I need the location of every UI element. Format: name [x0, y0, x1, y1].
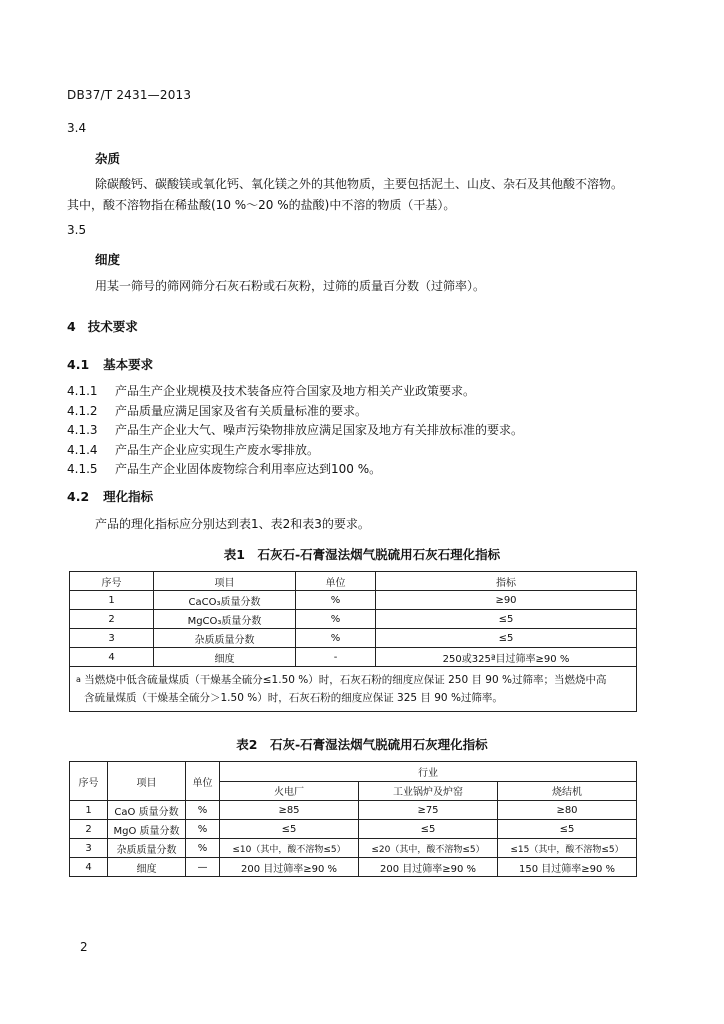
cell: ≥75 — [359, 801, 498, 820]
cell: ≤10（其中，酸不溶物≤5） — [220, 839, 359, 858]
cell: ≥90 — [376, 591, 637, 610]
cell: 250或325ª目过筛率≥90 % — [376, 648, 637, 667]
table-row — [70, 610, 637, 629]
document-code: DB37/T 2431—2013 — [67, 88, 192, 102]
header-industrial-boiler: 工业锅炉及炉窑 — [359, 781, 498, 801]
cell: ≤5 — [376, 610, 637, 629]
requirement-number: 4.1.2 — [67, 403, 98, 418]
table-footnote-row — [70, 667, 637, 712]
cell: % — [296, 629, 376, 648]
table-row — [70, 629, 637, 648]
section-heading-4 — [67, 317, 138, 335]
header-item: 项目 — [154, 572, 296, 591]
requirement-item — [67, 382, 523, 402]
table-row — [70, 801, 637, 820]
table1 — [69, 571, 637, 712]
requirement-text: 产品生产企业大气、噪声污染物排放应满足国家及地方有关排放标准的要求。 — [115, 423, 524, 437]
cell: ≤15（其中，酸不溶物≤5） — [498, 839, 637, 858]
requirement-number: 4.1.3 — [67, 423, 98, 437]
cell: 4 — [70, 858, 108, 877]
definition-fineness — [67, 276, 485, 297]
table-row — [70, 591, 637, 610]
requirement-item — [67, 402, 523, 422]
cell: MgO 质量分数 — [108, 820, 186, 839]
cell: 杂质质量分数 — [108, 839, 186, 858]
requirement-number: 4.1.1 — [67, 384, 98, 398]
cell: 细度 — [154, 648, 296, 667]
header-item: 项目 — [108, 762, 186, 801]
section-number: 4.1 — [67, 357, 90, 372]
cell: CaO 质量分数 — [108, 801, 186, 820]
requirement-number: 4.1.5 — [67, 462, 98, 476]
term-fineness: 细度 — [95, 252, 121, 267]
cell: 200 目过筛率≥90 % — [220, 858, 359, 877]
definition-line: 用某一筛号的筛网筛分石灰石粉或石灰粉，过筛的质量百分数（过筛率）。 — [95, 279, 486, 293]
term-impurity: 杂质 — [95, 151, 121, 166]
requirement-list — [67, 382, 523, 480]
cell: 细度 — [108, 858, 186, 877]
table-header-row — [70, 762, 637, 782]
header-indicator: 指标 — [376, 572, 637, 591]
cell: 3 — [70, 629, 154, 648]
cell: ≤5 — [220, 820, 359, 839]
requirement-text: 产品质量应满足国家及省有关质量标准的要求。 — [115, 403, 368, 418]
section-heading-4-2 — [67, 487, 153, 505]
table-row — [70, 839, 637, 858]
table1-caption: 表1 石灰石-石膏湿法烟气脱硫用石灰石理化指标 — [223, 547, 501, 562]
footnote-line: 含硫量煤质（干燥基全硫分＞1.50 %）时，石灰石粉的细度应保证 325 目 90 %过筛率。 — [84, 692, 503, 704]
header-seq: 序号 — [70, 572, 154, 591]
section-heading-4-1 — [67, 355, 153, 373]
cell: % — [296, 610, 376, 629]
cell: % — [186, 820, 220, 839]
cell: ≤5 — [359, 820, 498, 839]
header-industry: 行业 — [220, 762, 637, 782]
requirement-item — [67, 460, 523, 480]
table2 — [69, 761, 637, 877]
requirement-item — [67, 441, 523, 461]
cell: 杂质质量分数 — [154, 629, 296, 648]
table2-caption: 表2 石灰-石膏湿法烟气脱硫用石灰理化指标 — [236, 737, 488, 752]
cell: 1 — [70, 591, 154, 610]
table-row — [70, 858, 637, 877]
cell: % — [186, 801, 220, 820]
header-unit: 单位 — [296, 572, 376, 591]
section-title: 基本要求 — [103, 357, 154, 372]
clause-number-3-5: 3.5 — [67, 223, 87, 237]
table-row — [70, 648, 637, 667]
cell: 200 目过筛率≥90 % — [359, 858, 498, 877]
intro-paragraph: 产品的理化指标应分别达到表1、表2和表3的要求。 — [95, 517, 370, 531]
table1-footnote — [70, 667, 637, 712]
cell: 150 目过筛率≥90 % — [498, 858, 637, 877]
definition-impurity — [67, 174, 623, 216]
cell: % — [186, 839, 220, 858]
cell: 2 — [70, 610, 154, 629]
section-title: 理化指标 — [103, 489, 154, 504]
cell: CaCO₃质量分数 — [154, 591, 296, 610]
requirement-item — [67, 421, 523, 441]
definition-line: 除碳酸钙、碳酸镁或氧化钙、氧化镁之外的其他物质，主要包括泥土、山皮、杂石及其他酸不溶物。 — [95, 177, 624, 191]
cell: MgCO₃质量分数 — [154, 610, 296, 629]
footnote-line: 当燃烧中低含硫量煤质（干燥基全硫分≤1.50 %）时，石灰石粉的细度应保证 250 目 90 %过筛率；当燃烧中高 — [84, 674, 607, 686]
cell: 2 — [70, 820, 108, 839]
requirement-text: 产品生产企业规模及技术装备应符合国家及地方相关产业政策要求。 — [115, 384, 476, 398]
page-number: 2 — [80, 940, 88, 954]
requirement-number: 4.1.4 — [67, 442, 98, 457]
footnote-mark: a — [76, 675, 81, 684]
cell: ≤5 — [376, 629, 637, 648]
header-sintering: 烧结机 — [498, 781, 637, 801]
requirement-text: 产品生产企业应实现生产废水零排放。 — [115, 442, 320, 457]
clause-number-3-4: 3.4 — [67, 121, 87, 135]
table-row — [70, 820, 637, 839]
cell: — — [186, 858, 220, 877]
requirement-text: 产品生产企业固体废物综合利用率应达到100 %。 — [115, 462, 382, 476]
header-power-plant: 火电厂 — [220, 781, 359, 801]
section-number: 4.2 — [67, 489, 90, 504]
cell: ≥80 — [498, 801, 637, 820]
cell: - — [296, 648, 376, 667]
section-title: 技术要求 — [87, 319, 138, 334]
section-number: 4 — [67, 319, 76, 334]
header-seq: 序号 — [70, 762, 108, 801]
cell: 1 — [70, 801, 108, 820]
cell: 3 — [70, 839, 108, 858]
cell: ≤5 — [498, 820, 637, 839]
header-unit: 单位 — [186, 762, 220, 801]
definition-line: 其中，酸不溶物指在稀盐酸(10 %～20 %的盐酸)中不溶的物质（干基）。 — [67, 198, 456, 212]
cell: ≤20（其中，酸不溶物≤5） — [359, 839, 498, 858]
cell: 4 — [70, 648, 154, 667]
cell: ≥85 — [220, 801, 359, 820]
table-header-row — [70, 572, 637, 591]
cell: % — [296, 591, 376, 610]
